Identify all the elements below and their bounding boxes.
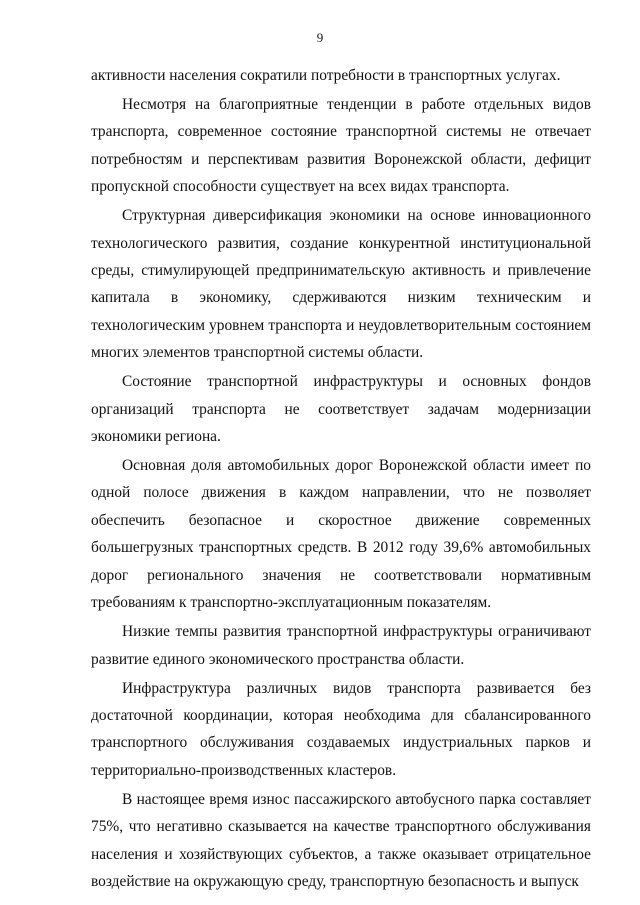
paragraph-transport-system-state: Несмотря на благоприятные тенденции в работе отдельных видов транспорта, современное состояние транспортной системы не отвечает потребностям и перспективам развития Воронежской области, дефицит пропускной способности существует на всех видах транспорта. (91, 96, 591, 196)
paragraph-bus-fleet-wear: В настоящее время износ пассажирского автобусного парка составляет 75%, что негативно сказывается на качестве транспортного обслуживания населения и хозяйствующих субъектов, а также оказывает отрицательное воздействие на окружающую среду, транспортную безопасность и выпуск (91, 790, 591, 890)
paragraph-structural-diversification: Структурная диверсификация экономики на основе инновационного технологического развития, создание конкурентной институциональной среды, стимулирующей предпринимательскую активность и привлечение капитала в экономику, сдерживаются низким техническим и технологическим уровнем транспорта и неудовлетворительным состоянием многих элементов транспортной системы области. (91, 207, 591, 362)
paragraph-coordination: Инфраструктура различных видов транспорта развивается без достаточной координации, которая необходима для сбалансированного транспортного обслуживания создаваемых индустриальных парков и территориально-производственных кластеров. (91, 679, 591, 779)
paragraph-low-development-pace: Низкие темпы развития транспортной инфраструктуры ограничивают развитие единого экономического пространства области. (91, 623, 591, 668)
document-body (91, 62, 591, 895)
paragraph-infrastructure-state: Состояние транспортной инфраструктуры и основных фондов организаций транспорта не соответствует задачам модернизации экономики региона. (91, 373, 591, 446)
paragraph-continuation: активности населения сократили потребности в транспортных услугах. (91, 67, 561, 84)
paragraph-roads: Основная доля автомобильных дорог Воронежской области имеет по одной полосе движения в каждом направлении, что не позволяет обеспечить безопасное и скоростное движение современных большегрузных транспортных средств. В 2012 году 39,6% автомобильных дорог регионального значения не соответствовали нормативным требованиям к транспортно-эксплуатационным показателям. (91, 457, 591, 612)
page-number: 9 (316, 30, 324, 45)
